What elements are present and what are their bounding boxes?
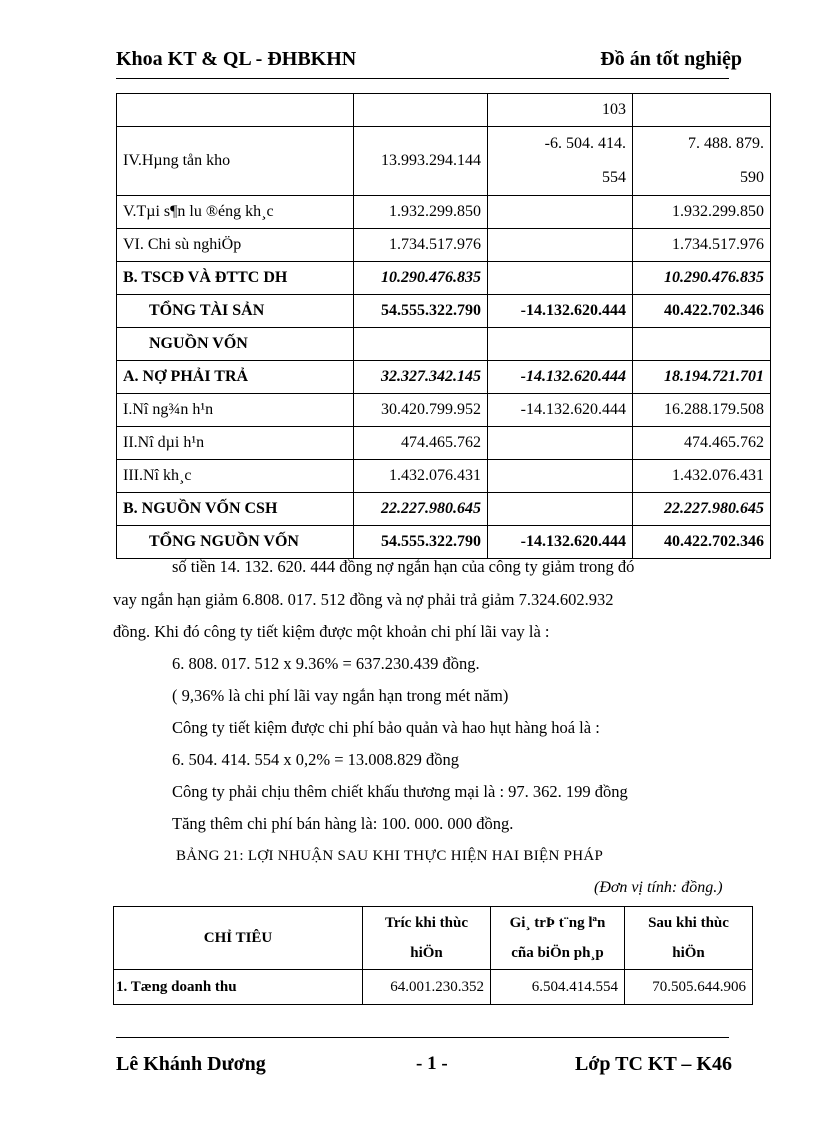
row-label: TỔNG TÀI SẢN — [117, 295, 354, 328]
cell-value — [488, 460, 633, 493]
cell-value: 1.734.517.976 — [633, 229, 771, 262]
cell-value: 1.432.076.431 — [354, 460, 488, 493]
cell-value: 54.555.322.790 — [354, 295, 488, 328]
cell-value: 1.932.299.850 — [633, 196, 771, 229]
cell-value: 32.327.342.145 — [354, 361, 488, 394]
cell-value: 54.555.322.790 — [354, 526, 488, 559]
cell-value: 30.420.799.952 — [354, 394, 488, 427]
calc-line: 6. 504. 414. 554 x 0,2% = 13.008.829 đồng — [172, 750, 460, 769]
row-label: IV.Hµng tån kho — [117, 127, 354, 196]
header-text: Sau khi thùc — [648, 915, 729, 931]
header-text: Gi¸ trÞ t¨ng lªn — [509, 915, 606, 931]
footer-class: Lớp TC KT – K46 — [574, 1053, 732, 1075]
cell-value — [354, 328, 488, 361]
cell-value: 10.290.476.835 — [354, 262, 488, 295]
cell-value: 103 — [488, 94, 633, 127]
cell-value: 474.465.762 — [633, 427, 771, 460]
cell-value: 70.505.644.906 — [625, 970, 753, 1005]
table-row — [117, 295, 771, 328]
cell-line: 590 — [740, 169, 764, 186]
table-row — [117, 196, 771, 229]
cell-value — [488, 427, 633, 460]
table-title: BẢNG 21: LỢI NHUẬN SAU KHI THỰC HIỆN HAI BIỆN PHÁP — [176, 848, 604, 864]
text-line: Tăng thêm chi phí bán hàng là: 100. 000. 000 đồng. — [172, 814, 514, 833]
cell-value: 6.504.414.554 — [491, 970, 625, 1005]
table-row — [117, 127, 771, 196]
header-rule — [116, 78, 729, 79]
row-label: 1. Tæng doanh thu — [114, 970, 363, 1005]
cell-value: 1.432.076.431 — [633, 460, 771, 493]
cell-value: 16.288.179.508 — [633, 394, 771, 427]
page-number: - 1 - — [416, 1053, 448, 1074]
row-label: A. NỢ PHẢI TRẢ — [117, 361, 354, 394]
paragraph-line: số tiền 14. 132. 620. 444 đồng nợ ngắn hạn của công ty giảm trong đó — [172, 557, 635, 576]
cell-value — [488, 229, 633, 262]
table-row — [117, 361, 771, 394]
table-row — [117, 427, 771, 460]
header-gia-tri — [491, 907, 625, 970]
cell-value — [633, 94, 771, 127]
table-row — [117, 262, 771, 295]
cell-value — [488, 262, 633, 295]
cell-value — [633, 328, 771, 361]
cell-value — [488, 328, 633, 361]
note-line: ( 9,36% là chi phí lãi vay ngắn hạn trong mét năm) — [172, 686, 509, 705]
row-label: V.Tµi s¶n lu ®éng kh¸c — [117, 196, 354, 229]
row-label: VI. Chi sù nghiÖp — [117, 229, 354, 262]
unit-note: (Đơn vị tính: đồng.) — [594, 879, 723, 896]
cell-value: 22.227.980.645 — [633, 493, 771, 526]
header-text: cña biÖn ph¸p — [511, 945, 604, 961]
cell-value — [488, 127, 633, 196]
cell-value: -14.132.620.444 — [488, 361, 633, 394]
table-row — [117, 493, 771, 526]
cell-value: -14.132.620.444 — [488, 394, 633, 427]
cell-value: 40.422.702.346 — [633, 295, 771, 328]
header-text: hiÖn — [672, 945, 705, 961]
header-chi-tieu: CHỈ TIÊU — [114, 907, 363, 970]
footer-author: Lê Khánh Dương — [116, 1053, 266, 1075]
text-line: Công ty phải chịu thêm chiết khấu thương mại là : 97. 362. 199 đồng — [172, 782, 628, 801]
row-label: II.Nî dµi h¹n — [117, 427, 354, 460]
cell-value: 22.227.980.645 — [354, 493, 488, 526]
table-row — [117, 328, 771, 361]
cell-line: -6. 504. 414. — [544, 135, 626, 152]
row-label: B. TSCĐ VÀ ĐTTC DH — [117, 262, 354, 295]
calc-line: 6. 808. 017. 512 x 9.36% = 637.230.439 đồng. — [172, 654, 480, 673]
profit-table — [113, 906, 753, 1005]
cell-value: 1.734.517.976 — [354, 229, 488, 262]
cell-value — [354, 94, 488, 127]
cell-value — [488, 196, 633, 229]
header-sau — [625, 907, 753, 970]
balance-table — [116, 93, 771, 559]
cell-value: 64.001.230.352 — [363, 970, 491, 1005]
text-line: Công ty tiết kiệm được chi phí bảo quản và hao hụt hàng hoá là : — [172, 718, 600, 737]
cell-value: 1.932.299.850 — [354, 196, 488, 229]
table-row — [117, 460, 771, 493]
cell-value: 40.422.702.346 — [633, 526, 771, 559]
cell-value: -14.132.620.444 — [488, 295, 633, 328]
footer-rule — [116, 1037, 729, 1038]
table-row — [114, 970, 753, 1005]
row-label: B. NGUỒN VỐN CSH — [117, 493, 354, 526]
header-text: Tríc khi thùc — [384, 915, 469, 931]
cell-value — [488, 493, 633, 526]
row-label: I.Nî ng¾n h¹n — [117, 394, 354, 427]
row-label: NGUỒN VỐN — [117, 328, 354, 361]
paragraph-line: đồng. Khi đó công ty tiết kiệm được một khoản chi phí lãi vay là : — [113, 622, 550, 641]
row-label: III.Nî kh¸c — [117, 460, 354, 493]
header-right: Đồ án tốt nghiệp — [600, 48, 742, 70]
header-text: hiÖn — [410, 945, 443, 961]
row-label — [117, 94, 354, 127]
table-row — [117, 94, 771, 127]
cell-value: 10.290.476.835 — [633, 262, 771, 295]
cell-value: -14.132.620.444 — [488, 526, 633, 559]
cell-value: 13.993.294.144 — [354, 127, 488, 196]
table-row — [117, 229, 771, 262]
header-truoc — [363, 907, 491, 970]
table-row — [117, 394, 771, 427]
table-header-row — [114, 907, 753, 970]
header-left: Khoa KT & QL - ĐHBKHN — [116, 48, 357, 70]
cell-value: 474.465.762 — [354, 427, 488, 460]
row-label: TỔNG NGUỒN VỐN — [117, 526, 354, 559]
cell-line: 554 — [602, 169, 626, 186]
cell-line: 7. 488. 879. — [688, 135, 764, 152]
cell-value — [633, 127, 771, 196]
paragraph-line: vay ngắn hạn giảm 6.808. 017. 512 đồng và nợ phải trả giảm 7.324.602.932 — [113, 590, 614, 609]
cell-value: 18.194.721.701 — [633, 361, 771, 394]
